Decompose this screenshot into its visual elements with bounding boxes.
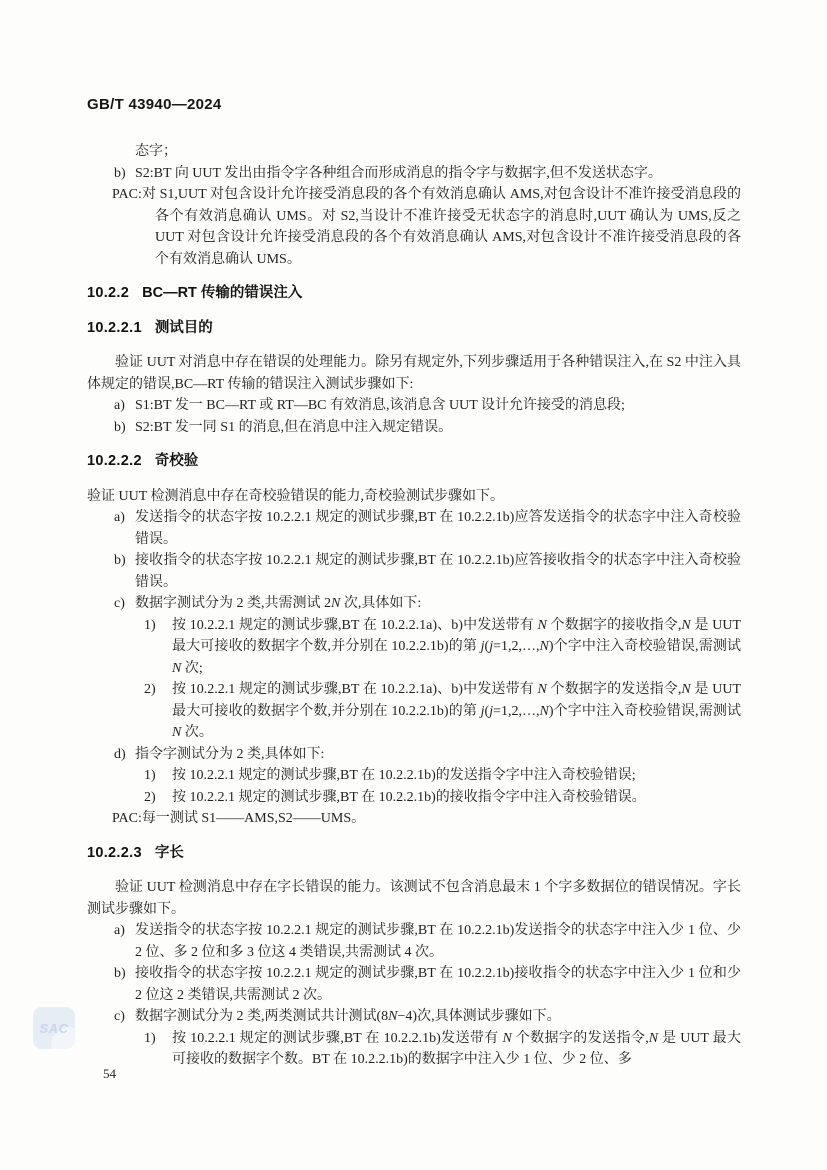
list-text: 数据字测试分为 2 类,两类测试共计测试(8N−4)次,具体测试步骤如下。 bbox=[135, 1009, 561, 1024]
list-label: 2) bbox=[144, 682, 156, 697]
page-number: 54 bbox=[103, 1066, 116, 1081]
sublist-item-1 bbox=[87, 615, 741, 680]
intro-paragraph: 验证 UUT 对消息中存在错误的处理能力。除另有规定外,下列步骤适用于各种错误注入,在 S2 中注入具体规定的错误,BC—RT 传输的错误注入测试步骤如下: bbox=[87, 355, 741, 392]
list-item-c bbox=[87, 593, 741, 615]
list-text: 发送指令的状态字按 10.2.2.1 规定的测试步骤,BT 在 10.2.2.1b)应答发送指令的状态字中注入奇校验错误。 bbox=[135, 510, 741, 547]
list-item-a bbox=[87, 920, 741, 963]
pac-label: PAC: bbox=[112, 187, 142, 202]
heading-10-2-2-3 bbox=[87, 843, 741, 865]
list-label: 1) bbox=[144, 768, 156, 783]
list-text: S2:BT 向 UUT 发出由指令字各种组合而形成消息的指令字与数据字,但不发送状态字。 bbox=[135, 165, 662, 181]
list-label: a) bbox=[114, 510, 125, 525]
list-text: S2:BT 发一同 S1 的消息,但在消息中注入规定错误。 bbox=[135, 419, 453, 435]
heading-10-2-2-1 bbox=[87, 318, 741, 340]
list-text: 按 10.2.2.1 规定的测试步骤,BT 在 10.2.2.1a)、b)中发送带有 N 个数据字的发送指令,N 是 UUT 最大可接收的数据字个数,并分别在 10.2.2.1b)的第 j(j=1,2,…,N)个字中注入奇校验错误,需测试 N 次。 bbox=[172, 682, 741, 740]
list-item-d bbox=[87, 744, 741, 766]
pac-label: PAC: bbox=[112, 811, 142, 826]
list-text: 按 10.2.2.1 规定的测试步骤,BT 在 10.2.2.1b)的接收指令字中注入奇校验错误。 bbox=[172, 789, 646, 805]
list-text: 按 10.2.2.1 规定的测试步骤,BT 在 10.2.2.1b)发送带有 N 个数据字的发送指令,N 是 UUT 最大可接收的数据字个数。BT 在 10.2.2.1b)的数据字中注入少 1 位、少 2 位、多 bbox=[172, 1030, 741, 1067]
heading-number: 10.2.2 bbox=[87, 285, 130, 301]
heading-title: 字长 bbox=[154, 844, 184, 861]
list-label: b) bbox=[114, 553, 126, 568]
carryover-continuation-line: 态字； bbox=[135, 144, 177, 159]
list-item-b bbox=[87, 163, 741, 185]
list-label: c) bbox=[114, 596, 125, 611]
heading-title: 测试目的 bbox=[154, 319, 213, 336]
list-text: S1:BT 发一 BC—RT 或 RT—BC 有效消息,该消息含 UUT 设计允许接受的消息段; bbox=[135, 398, 625, 413]
list-label: c) bbox=[114, 1009, 125, 1024]
heading-number: 10.2.2.3 bbox=[87, 844, 142, 861]
sublist-item-2 bbox=[87, 679, 741, 744]
heading-10-2-2-2 bbox=[87, 451, 741, 473]
list-label: 2) bbox=[144, 789, 156, 805]
heading-number: 10.2.2.1 bbox=[87, 319, 142, 336]
list-item-b bbox=[87, 550, 741, 593]
list-item-c bbox=[87, 1006, 741, 1028]
list-label: b) bbox=[114, 966, 126, 981]
list-label: a) bbox=[114, 923, 125, 938]
list-item-b bbox=[87, 963, 741, 1006]
sac-watermark-logo bbox=[33, 1007, 75, 1049]
heading-number: 10.2.2.2 bbox=[87, 453, 142, 469]
list-label: a) bbox=[114, 398, 125, 413]
heading-10-2-2 bbox=[87, 283, 741, 305]
pac-paragraph bbox=[87, 808, 741, 830]
list-label: b) bbox=[114, 165, 126, 181]
standard-number-header: GB/T 43940—2024 bbox=[87, 96, 222, 113]
list-text: 接收指令的状态字按 10.2.2.1 规定的测试步骤,BT 在 10.2.2.1b)应答接收指令的状态字中注入奇校验错误。 bbox=[135, 553, 741, 590]
watermark-text: SAC bbox=[39, 1020, 69, 1036]
list-item-a bbox=[87, 507, 741, 550]
list-label: d) bbox=[114, 746, 126, 762]
list-text: 按 10.2.2.1 规定的测试步骤,BT 在 10.2.2.1b)的发送指令字中注入奇校验错误; bbox=[172, 768, 636, 783]
list-text: 按 10.2.2.1 规定的测试步骤,BT 在 10.2.2.1a)、b)中发送带有 N 个数据字的接收指令,N 是 UUT 最大可接收的数据字个数,并分别在 10.2.2.1b)的第 j(j=1,2,…,N)个字中注入奇校验错误,需测试 N 次; bbox=[172, 617, 741, 676]
heading-title: 奇校验 bbox=[154, 453, 199, 469]
list-label: 1) bbox=[144, 1030, 156, 1046]
sublist-item-1 bbox=[87, 765, 741, 787]
pac-text: 每一测试 S1——AMS,S2——UMS。 bbox=[141, 811, 366, 826]
pac-paragraph bbox=[87, 184, 741, 270]
list-text: 发送指令的状态字按 10.2.2.1 规定的测试步骤,BT 在 10.2.2.1b)发送指令的状态字中注入少 1 位、少 2 位、多 2 位和多 3 位这 4 类错误,共需测试 4 次。 bbox=[135, 923, 741, 960]
list-text: 接收指令的状态字按 10.2.2.1 规定的测试步骤,BT 在 10.2.2.1b)接收指令的状态字中注入少 1 位和少 2 位这 2 类错误,共需测试 2 次。 bbox=[135, 966, 741, 1003]
list-text: 指令字测试分为 2 类,具体如下: bbox=[135, 746, 325, 762]
heading-title: BC—RT 传输的错误注入 bbox=[142, 285, 303, 301]
list-item-a bbox=[87, 395, 741, 417]
sublist-item-1 bbox=[87, 1028, 741, 1071]
list-text: 数据字测试分为 2 类,共需测试 2N 次,具体如下: bbox=[135, 596, 422, 611]
pac-text: 对 S1,UUT 对包含设计允许接受消息段的各个有效消息确认 AMS,对包含设计不准许接受消息段的各个有效消息确认 UMS。对 S2,当设计不准许接受无状态字的消息时,UUT 确认为 UMS,反之 UUT 对包含设计允许接受消息段的各个有效消息确认 AMS,对包含设计不准许接受消息段的各个有效消息确认 UMS。 bbox=[141, 187, 741, 267]
sublist-item-2 bbox=[87, 787, 741, 809]
intro-paragraph: 验证 UUT 检测消息中存在奇校验错误的能力,奇校验测试步骤如下。 bbox=[87, 488, 505, 504]
list-item-b bbox=[87, 417, 741, 439]
list-label: b) bbox=[114, 419, 126, 435]
intro-paragraph: 验证 UUT 检测消息中存在字长错误的能力。该测试不包含消息最末 1 个字多数据位的错误情况。字长测试步骤如下。 bbox=[87, 880, 741, 917]
list-label: 1) bbox=[144, 617, 156, 633]
page-body bbox=[87, 141, 741, 1071]
